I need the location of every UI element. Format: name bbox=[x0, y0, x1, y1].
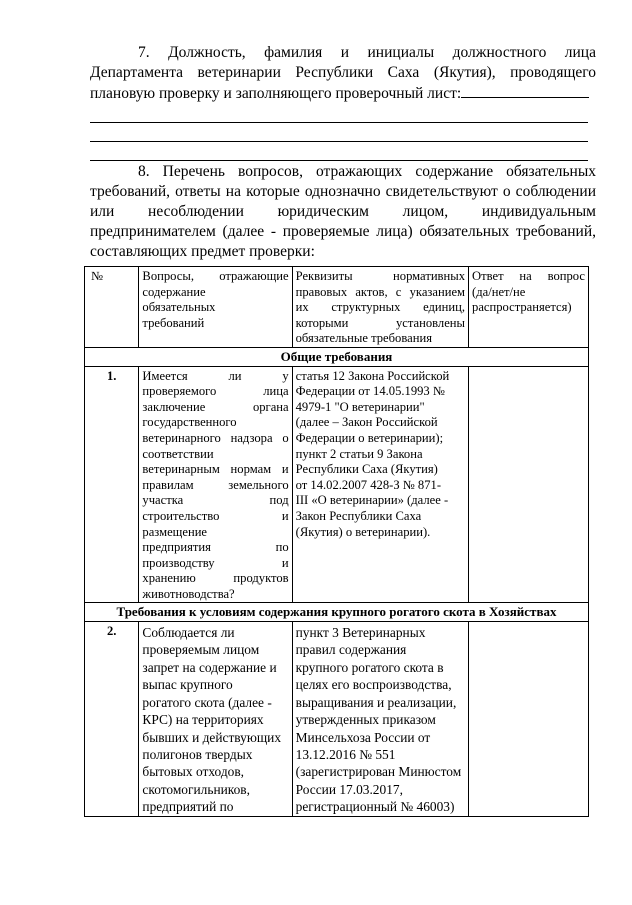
row-requisites-line: правил содержания bbox=[295, 642, 407, 658]
row-requisites-line: Федерации от 14.05.1993 № bbox=[295, 384, 445, 399]
row-number: 1. bbox=[85, 366, 139, 603]
row-requisites-line: утвержденных приказом bbox=[295, 712, 436, 728]
paragraph-8 bbox=[90, 162, 596, 262]
row-requisites-line: (Якутия) о ветеринарии). bbox=[295, 524, 431, 539]
row-answer-cell[interactable] bbox=[469, 366, 589, 603]
fill-in-blank[interactable] bbox=[461, 83, 589, 98]
section-title-cattle: Требования к условиям содержания крупного рогатого скота в Хозяйствах bbox=[85, 603, 589, 622]
header-question-line: обязательных bbox=[142, 300, 216, 315]
row-question-line: бытовых отходов, bbox=[142, 764, 245, 780]
row-question-line: ветеринарным нормам и bbox=[142, 462, 289, 477]
row-question-line: участка под bbox=[142, 493, 289, 508]
row-requisites-line: выращивания и реализации, bbox=[295, 694, 457, 710]
row-question-line: хранению продуктов bbox=[142, 571, 289, 586]
fill-in-line-2[interactable] bbox=[90, 141, 588, 142]
row-question-line: КРС) на территориях bbox=[142, 712, 264, 728]
requirements-table bbox=[84, 266, 589, 817]
row-requisites-line: целях его воспроизводства, bbox=[295, 677, 452, 693]
row-requisites-line: Республики Саха (Якутия) bbox=[295, 462, 438, 477]
header-requisites bbox=[292, 267, 468, 348]
paragraph-8-line-2: требований, ответы на которые однозначно свидетельствуют о соблюдении bbox=[90, 183, 596, 200]
row-number: 2. bbox=[85, 622, 139, 816]
header-requisites-line: правовых актов, с указанием bbox=[295, 284, 466, 299]
header-question-line: требований bbox=[142, 315, 205, 330]
row-question-line: государственного bbox=[142, 415, 237, 430]
table-header-row bbox=[85, 267, 589, 348]
header-question-line: содержание bbox=[142, 284, 206, 299]
header-requisites-line: их структурных единиц, bbox=[295, 300, 466, 315]
paragraph-7 bbox=[90, 43, 596, 104]
row-question-line: правилам земельного bbox=[142, 477, 289, 492]
paragraph-8-line-1: 8. Перечень вопросов, отражающих содержание обязательных bbox=[138, 163, 596, 180]
row-requisites-line: крупного рогатого скота в bbox=[295, 659, 444, 675]
row-answer-cell[interactable] bbox=[469, 622, 589, 816]
table-row bbox=[85, 366, 589, 603]
paragraph-7-line-2: Департамента ветеринарии Республики Саха (Якутия), проводящего bbox=[90, 64, 596, 81]
header-requisites-line: обязательные требования bbox=[295, 331, 432, 346]
header-answer bbox=[469, 267, 589, 348]
row-requisites-line: (далее – Закон Российской bbox=[295, 415, 438, 430]
paragraph-8-line-4: предпринимателем (далее - проверяемые лица) обязательных требований, bbox=[90, 223, 596, 240]
header-requisites-line: Реквизиты нормативных bbox=[295, 269, 466, 283]
row-question bbox=[139, 622, 292, 816]
row-requisites-line: (зарегистрирован Минюстом bbox=[295, 764, 462, 780]
row-question-line: заключение органа bbox=[142, 399, 289, 414]
row-question-line: бывших и действующих bbox=[142, 729, 282, 745]
row-question-line: скотомогильников, bbox=[142, 781, 250, 797]
fill-in-line-3[interactable] bbox=[90, 160, 588, 161]
row-requisites-line: Закон Республики Саха bbox=[295, 508, 422, 523]
row-requisites bbox=[292, 366, 468, 603]
row-question-line: размещение bbox=[142, 524, 208, 539]
section-row bbox=[85, 603, 589, 622]
header-answer-line: распространяется) bbox=[472, 300, 572, 315]
row-question-line: запрет на содержание и bbox=[142, 659, 277, 675]
paragraph-8-line-3: или несоблюдении юридическим лицом, индивидуальным bbox=[90, 203, 596, 220]
row-question-line: ветеринарного надзора о bbox=[142, 430, 289, 445]
row-question-line: производству и bbox=[142, 555, 289, 570]
row-question-line: соответствии bbox=[142, 446, 214, 461]
paragraph-7-line-3 bbox=[90, 83, 596, 104]
row-question-line: полигонов твердых bbox=[142, 746, 253, 762]
header-num: № bbox=[85, 267, 139, 348]
table-row bbox=[85, 622, 589, 816]
row-requisites-line: статья 12 Закона Российской bbox=[295, 368, 450, 383]
paragraph-7-line-1: 7. Должность, фамилия и инициалы должностного лица bbox=[138, 44, 596, 61]
row-question-line: предприятия по bbox=[142, 540, 289, 555]
section-title-general: Общие требования bbox=[85, 347, 589, 366]
row-question-line: животноводства? bbox=[142, 586, 235, 601]
header-answer-line: Ответ на вопрос bbox=[472, 269, 585, 283]
section-row bbox=[85, 347, 589, 366]
row-question-line: проверяемого лица bbox=[142, 384, 289, 399]
row-question-line: предприятий по bbox=[142, 799, 234, 815]
row-requisites-line: от 14.02.2007 428-З № 871- bbox=[295, 477, 442, 492]
header-question-line: Вопросы, отражающие bbox=[142, 269, 289, 283]
row-requisites-line: Федерации о ветеринарии); bbox=[295, 430, 444, 445]
row-question-line: выпас крупного bbox=[142, 677, 233, 693]
paragraph-7-line-3-text: плановую проверку и заполняющего проверочный лист: bbox=[90, 85, 462, 102]
row-question-line: строительство и bbox=[142, 508, 289, 523]
row-requisites-line: регистрационный № 46003) bbox=[295, 799, 455, 815]
row-requisites-line: 4979-1 "О ветеринарии" bbox=[295, 399, 425, 414]
row-requisites-line: пункт 3 Ветеринарных bbox=[295, 625, 426, 641]
row-requisites-line: пункт 2 статьи 9 Закона bbox=[295, 446, 423, 461]
row-question-line: проверяемым лицом bbox=[142, 642, 260, 658]
row-requisites-line: III «О ветеринарии» (далее - bbox=[295, 493, 449, 508]
row-requisites-line: Минсельхоза России от bbox=[295, 729, 431, 745]
row-requisites-line: России 17.03.2017, bbox=[295, 781, 403, 797]
header-answer-line: (да/нет/не bbox=[472, 284, 526, 299]
row-question bbox=[139, 366, 292, 603]
paragraph-8-line-5: составляющих предмет проверки: bbox=[90, 243, 315, 260]
row-requisites bbox=[292, 622, 468, 816]
header-requisites-line: которыми установлены bbox=[295, 315, 466, 330]
row-question-line: рогатого скота (далее - bbox=[142, 694, 272, 710]
row-question-line: Соблюдается ли bbox=[142, 625, 235, 641]
header-question bbox=[139, 267, 292, 348]
row-requisites-line: 13.12.2016 № 551 bbox=[295, 746, 396, 762]
fill-in-line-1[interactable] bbox=[90, 122, 588, 123]
row-question-line: Имеется ли у bbox=[142, 368, 289, 383]
